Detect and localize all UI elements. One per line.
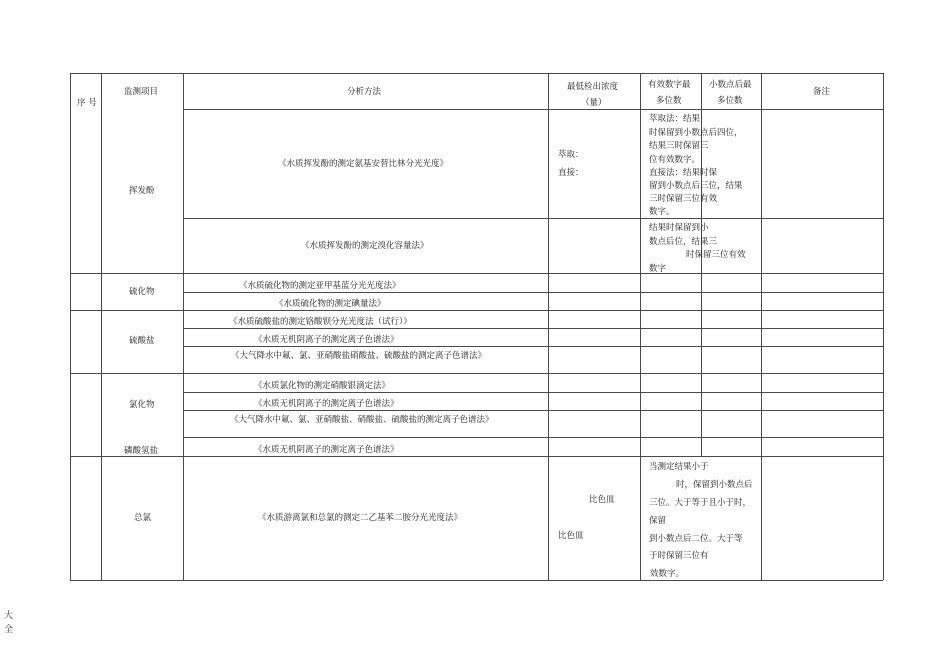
row-chlorine-sig-line: 三位。大于等于且小于时， [649, 498, 752, 508]
row-phenol-sig-1-line: 三时保留三位有效 [649, 194, 718, 204]
row-chlorine-sig-line: 到小数点后二位。大于等 [649, 534, 743, 544]
row-phenol-sig-1-line: 萃取法：结果 [649, 114, 701, 124]
row-divider [183, 292, 883, 293]
row-phenol-sig-2-line: 数点后位，结果三 [649, 237, 718, 247]
row-chlorine-sig-line: 当测定结果小于 [649, 462, 709, 472]
header-item: 监测项目 [124, 87, 159, 97]
column-divider [101, 73, 102, 580]
header-dec-line1: 小数点后最 [709, 80, 752, 90]
row-chlorine-sig-line: 效数字。 [650, 569, 685, 579]
header-method: 分析方法 [347, 87, 382, 97]
header-sig-line2: 多位数 [656, 96, 682, 106]
table-border-bottom [70, 580, 883, 581]
row-chlorine-item: 总氯 [134, 513, 152, 523]
row-chloride-method-3: 《大气降水中氟、氯、亚硝酸盐、硝酸盐、硫酸盐的测定离子色谱法》 [230, 415, 494, 425]
header-seq: 序 号 [77, 98, 97, 108]
header-remark: 备注 [813, 87, 831, 97]
footer-fragment-1: 大 [4, 611, 14, 621]
row-phosphate-method-1: 《水质无机阴离子的测定离子色谱法》 [254, 445, 399, 455]
table-border-left [70, 73, 71, 580]
row-sulfate-method-3: 《大气降水中氟、氯、亚硝酸盐硝酸盐、硫酸盐的测定离子色谱法》 [231, 351, 487, 361]
row-divider [183, 346, 883, 347]
row-chloride-method-2: 《水质无机阴离子的测定离子色谱法》 [254, 399, 399, 409]
row-sulfate-method-1: 《水质硫酸盐的测定铬酸钡分光光度法（试行）》 [229, 317, 412, 327]
row-chloride-method-1: 《水质氯化物的测定硝酸银滴定法》 [254, 381, 391, 391]
row-phenol-limit-2: 直接： [558, 168, 584, 178]
row-sulfide-item: 硫化物 [129, 287, 155, 297]
header-limit-line2: （量） [581, 98, 607, 108]
row-phenol-sig-1-line: 直接法：结果时保 [649, 168, 718, 178]
row-chlorine-method-1: 《水质游离氯和总氯的测定二乙基苯二胺分光光度法》 [258, 513, 463, 523]
row-sulfate-method-2: 《水质无机阴离子的测定离子色谱法》 [254, 335, 399, 345]
column-divider [183, 73, 184, 580]
row-phenol-sig-1-line: 时保留到小数点后四位， [649, 128, 743, 138]
header-limit-line1: 最低检出浓度 [567, 82, 619, 92]
row-phenol-sig-2-line: 数字 [649, 264, 667, 274]
row-chlorine-limit-2: 比色皿 [558, 531, 584, 541]
row-divider [183, 218, 883, 219]
column-divider [640, 73, 641, 580]
row-phenol-sig-1-line: 数字。 [649, 207, 675, 217]
row-phenol-sig-1-line: 结果三时保留三 [649, 141, 709, 151]
row-sulfate-item: 硫酸盐 [129, 336, 155, 346]
row-phenol-item: 挥发酚 [129, 186, 155, 196]
table-border-right [883, 73, 884, 580]
row-divider [183, 410, 883, 411]
row-sulfide-method-2: 《水质硫化物的测定碘量法》 [275, 299, 386, 309]
row-phenol-sig-2-line: 结果时保留到小 [649, 223, 709, 233]
row-chlorine-sig-line: 时，保留到小数点后 [676, 480, 753, 490]
row-chlorine-sig-line: 保留 [649, 516, 667, 526]
row-phosphate-item: 磷酸氢盐 [124, 446, 159, 456]
row-phenol-method-2: 《水质挥发酚的测定溴化容量法》 [301, 241, 429, 251]
header-sig-line1: 有效数字最 [648, 80, 691, 90]
row-chlorine-sig-line: 于时保留三位有 [649, 551, 709, 561]
row-divider [183, 437, 883, 438]
row-phenol-limit-1: 萃取： [558, 150, 584, 160]
row-sulfide-method-1: 《水质硫化物的测定亚甲基蓝分光光度法》 [239, 281, 401, 291]
row-chlorine-limit-1: 比色皿 [589, 495, 615, 505]
header-dec-line2: 多位数 [717, 96, 743, 106]
header-divider [183, 109, 883, 110]
row-chloride-item: 氯化物 [129, 400, 155, 410]
column-divider [548, 73, 549, 580]
row-phenol-method-1: 《水质挥发酚的测定氨基安替比林分光光度》 [278, 159, 449, 169]
footer-fragment-2: 全 [4, 625, 14, 635]
row-divider [183, 328, 883, 329]
row-divider [183, 392, 883, 393]
column-divider [761, 73, 762, 580]
row-phenol-sig-1-line: 留到小数点后三位，结果 [649, 181, 743, 191]
row-phenol-sig-2-line: 时保留三位有效 [686, 250, 746, 260]
row-phenol-sig-1-line: 位有效数字。 [649, 155, 701, 165]
